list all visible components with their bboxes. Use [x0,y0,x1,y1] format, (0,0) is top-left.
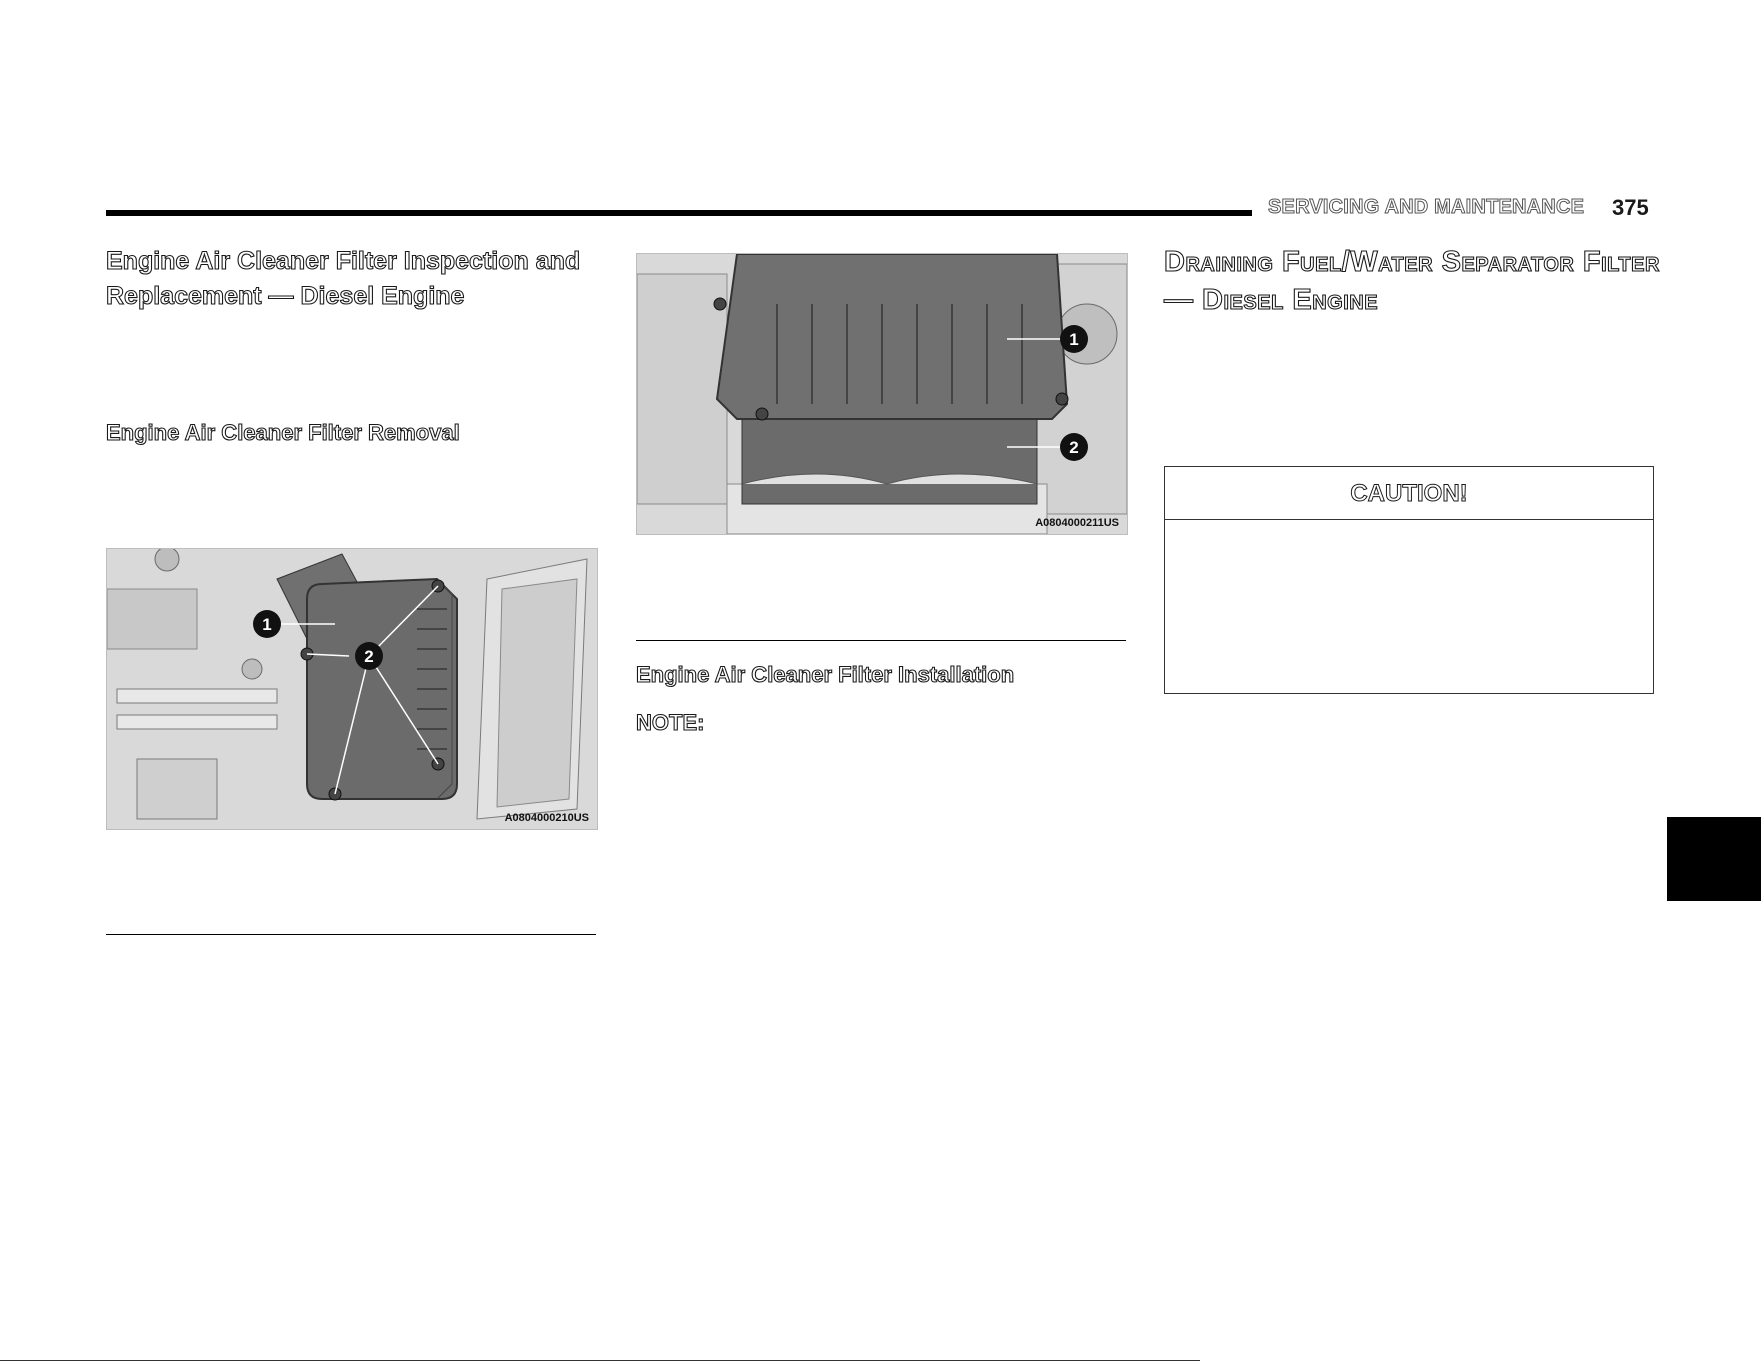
subheading-filter-installation: Engine Air Cleaner Filter Installation [636,662,1015,687]
section-divider [636,640,1126,641]
figure-code: A0804000210US [504,812,589,824]
note-label: NOTE: [636,710,705,735]
section-heading-air-cleaner: Engine Air Cleaner Filter Inspection and Replacement — Diesel Engine [106,247,581,310]
caution-title: CAUTION! [1165,467,1653,520]
figure-air-cleaner-housing [106,548,598,830]
figure-code: A0804000211US [1035,517,1119,529]
callout-1: 1 [1069,330,1079,349]
callout-1: 1 [262,615,272,634]
running-head: SERVICING AND MAINTENANCE [1268,196,1585,218]
header-rule [106,210,1252,216]
page-number: 375 [1612,195,1649,220]
callout-2: 2 [364,647,374,666]
section-divider [106,934,596,935]
subheading-filter-removal: Engine Air Cleaner Filter Removal [106,420,460,445]
chapter-thumb-tab [1667,817,1761,901]
figure-air-cleaner-cover-removed [636,253,1128,535]
callout-2: 2 [1069,438,1079,457]
caution-box [1164,466,1654,694]
section-heading-fuel-water-separator: Draining Fuel/Water Separator Filter — Diesel Engine [1164,246,1660,316]
